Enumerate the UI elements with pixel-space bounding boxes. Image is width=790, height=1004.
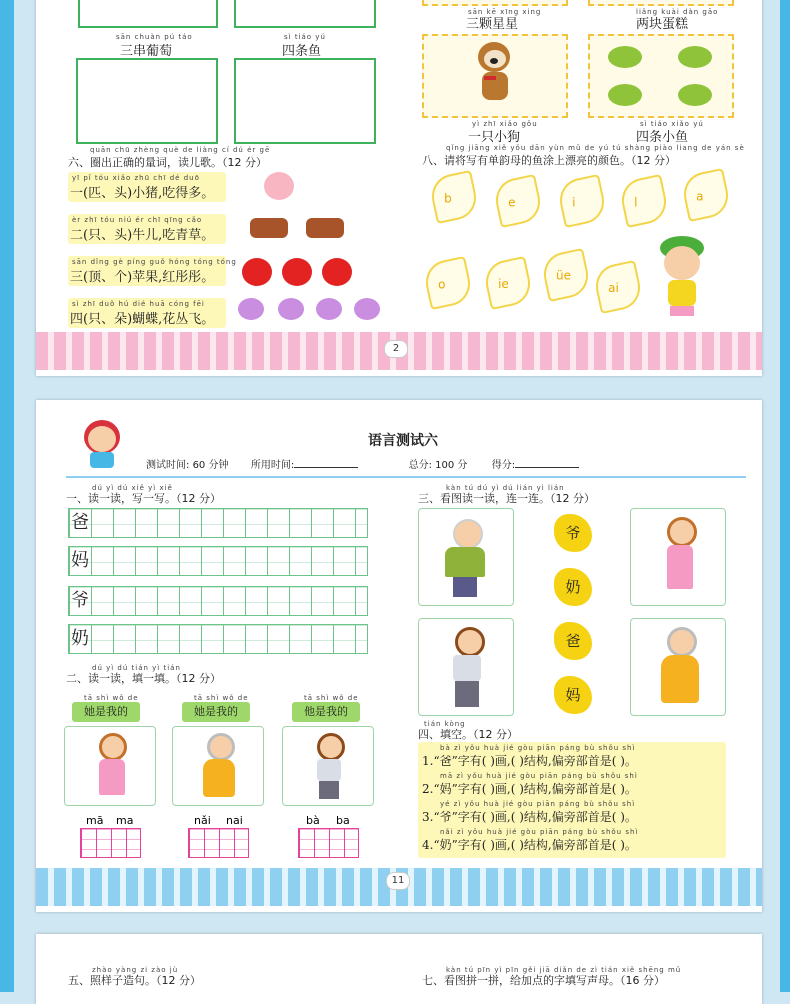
apple-icon	[242, 258, 272, 286]
pinyin: èr zhī tóu niú ér chī qīng cǎo	[72, 216, 203, 224]
drawing-box[interactable]	[76, 58, 218, 144]
score-label: 得分:	[491, 460, 516, 471]
fish-icon	[608, 84, 642, 106]
fish-shape-b[interactable]	[428, 170, 481, 224]
fish-shape-ue[interactable]	[540, 248, 593, 302]
writing-grid[interactable]	[68, 546, 368, 576]
writing-grid[interactable]	[68, 624, 368, 654]
question-8-title: 八、请将写有单韵母的鱼涂上漂亮的颜色。（12 分）	[422, 154, 676, 167]
fish-letter: l	[634, 195, 638, 210]
question-1-title: 一、读一读，写一写。（12 分）	[66, 492, 221, 505]
grandma-icon	[667, 627, 697, 657]
page-number: 2	[384, 340, 408, 358]
verse-line[interactable]: 四(只、朵)蝴蝶,花丛飞。	[70, 312, 215, 327]
verse-line[interactable]: 二(只、头)牛儿,吃青草。	[70, 228, 215, 243]
pinyin: yì zhī xiǎo gǒu	[472, 120, 538, 128]
character-flower-ye[interactable]: 爷	[554, 514, 592, 552]
pinyin: dú yì dú xiě yì xiě	[92, 484, 173, 492]
father-picture-2[interactable]	[418, 618, 514, 716]
grandpa-icon	[453, 519, 483, 549]
pinyin: tā shì wǒ de	[304, 694, 359, 702]
page-number: 11	[386, 872, 410, 890]
fish-letter: üe	[556, 268, 572, 283]
butterfly-icon	[354, 298, 380, 320]
grandpa-picture[interactable]	[418, 508, 514, 606]
drawing-box[interactable]	[78, 0, 218, 28]
phrase-tag: 她是我的	[72, 702, 140, 722]
label-grapes: 三串葡萄	[120, 44, 173, 59]
label-stars: 三颗星星	[466, 17, 519, 32]
pinyin-answer-b: nai	[226, 814, 243, 827]
fish-icon	[608, 46, 642, 68]
label-dog: 一只小狗	[468, 130, 521, 145]
right-border-stripe	[780, 0, 790, 992]
page-11	[36, 400, 762, 912]
phrase-tag: 她是我的	[182, 702, 250, 722]
left-border-stripe	[0, 0, 14, 992]
pinyin: tā shì wǒ de	[84, 694, 139, 702]
mother-icon	[99, 733, 127, 761]
cow-icon	[306, 218, 344, 238]
fill-in-line[interactable]: 2.“妈”字有( )画,( )结构,偏旁部首是( )。	[422, 782, 637, 796]
verse-line[interactable]: 三(顶、个)苹果,红彤彤。	[70, 270, 215, 285]
cow-icon	[250, 218, 288, 238]
question-4-title: 四、填空。（12 分）	[418, 728, 518, 741]
pinyin: qǐng jiāng xiě yǒu dān yùn mǔ de yú tú shàng piào liang de yán sè	[446, 144, 745, 152]
father-icon	[455, 627, 485, 657]
girl-mascot	[78, 418, 130, 470]
pinyin-answer-b: ba	[336, 814, 350, 827]
pinyin: tián kòng	[424, 720, 466, 728]
phrase-tag: 他是我的	[292, 702, 360, 722]
used-time-label: 所用时间:	[250, 460, 295, 471]
pinyin: yé zì yǒu huà jié gòu piān páng bù shǒu shì	[440, 800, 636, 808]
fish-shape-o[interactable]	[422, 256, 475, 310]
fish-shape-ai[interactable]	[592, 260, 645, 314]
time-value: 60 分钟	[192, 460, 229, 471]
fish-shape-a[interactable]	[680, 168, 733, 222]
pinyin: sì tiáo yú	[284, 33, 326, 41]
butterfly-icon	[278, 298, 304, 320]
child-illustration	[654, 236, 714, 326]
page-2	[36, 0, 762, 376]
score-field[interactable]	[515, 458, 579, 468]
butterfly-icon	[316, 298, 342, 320]
pinyin-answer-a: bà	[306, 814, 320, 827]
pinyin: bà zì yǒu huà jié gòu piān páng bù shǒu shì	[440, 744, 636, 752]
drawing-box[interactable]	[234, 0, 376, 28]
used-time-field[interactable]	[294, 458, 358, 468]
header-rule	[66, 476, 746, 478]
fish-letter: e	[508, 195, 516, 210]
pinyin: liǎng kuài dàn gāo	[636, 8, 719, 16]
time-label: 测试时间:	[146, 460, 190, 471]
mother-picture	[64, 726, 156, 806]
dog-picture-frame	[422, 34, 568, 118]
fish-letter: i	[572, 195, 576, 210]
pinyin: dú yì dú tián yì tián	[92, 664, 181, 672]
character-flower-ba[interactable]: 爸	[554, 622, 592, 660]
label-fish: 四条鱼	[282, 44, 322, 59]
pinyin-answer-a: nǎi	[194, 814, 211, 827]
fish-shape-ie[interactable]	[482, 256, 535, 310]
fish-letter: ai	[608, 280, 619, 295]
question-7-title: 七、看图拼一拼，给加点的字填写声母。（16 分）	[422, 974, 665, 987]
grandma-picture	[172, 726, 264, 806]
apple-icon	[322, 258, 352, 286]
fish-letter: o	[438, 277, 446, 292]
pinyin: zhào yàng zi zào jù	[92, 966, 179, 974]
pinyin: mā zì yǒu huà jié gòu piān páng bù shǒu shì	[440, 772, 638, 780]
pinyin: nǎi zì yǒu huà jié gòu piān páng bù shǒu shì	[440, 828, 639, 836]
father-picture	[282, 726, 374, 806]
label-cakes: 两块蛋糕	[636, 17, 689, 32]
dog-icon	[470, 42, 520, 108]
total-label: 总分:	[408, 460, 432, 471]
drawing-box[interactable]	[234, 58, 376, 144]
pinyin: kàn tú pīn yì pīn gěi jiā diǎn de zì tián xiě shēng mǔ	[446, 966, 682, 974]
pinyin-writing-grid[interactable]	[188, 828, 249, 858]
fish-letter: a	[696, 189, 704, 204]
model-char: 爷	[71, 590, 89, 611]
pinyin: sì zhī duǒ hú dié huā cóng fēi	[72, 300, 205, 308]
question-3-title: 三、看图读一读，连一连。（12 分）	[418, 492, 595, 505]
fish-shape-e[interactable]	[492, 174, 545, 228]
pinyin-writing-grid[interactable]	[298, 828, 359, 858]
fish-icon	[678, 46, 712, 68]
fill-in-line[interactable]: 1.“爸”字有( )画,( )结构,偏旁部首是( )。	[422, 754, 637, 768]
question-5-title: 五、照样子造句。（12 分）	[68, 974, 201, 987]
total-value: 100 分	[435, 460, 468, 471]
pig-icon	[264, 172, 294, 200]
grandma-icon	[207, 733, 235, 761]
page-12	[36, 934, 762, 1004]
writing-grid[interactable]	[68, 586, 368, 616]
pinyin-answer-b: ma	[116, 814, 134, 827]
question-6-title: 六、圈出正确的量词，读儿歌。（12 分）	[68, 156, 267, 169]
model-char: 爸	[71, 512, 89, 533]
fill-in-line[interactable]: 4.“奶”字有( )画,( )结构,偏旁部首是( )。	[422, 838, 637, 852]
pinyin: kàn tú dú yì dú lián yì lián	[446, 484, 565, 492]
pinyin: tā shì wǒ de	[194, 694, 249, 702]
pinyin: sān chuàn pú táo	[116, 33, 193, 41]
pinyin-answer-a: mā	[86, 814, 104, 827]
test-info-bar	[146, 456, 579, 471]
butterfly-icon	[238, 298, 264, 320]
model-char: 奶	[71, 628, 89, 649]
fish-picture-frame	[588, 34, 734, 118]
pinyin: quān chū zhèng què de liàng cí dú ér gē	[90, 146, 271, 154]
pinyin: sān kē xīng xing	[468, 8, 542, 16]
model-char: 妈	[71, 550, 89, 571]
fish-shape-i[interactable]	[556, 174, 609, 228]
mother-icon	[667, 517, 697, 547]
picture-frame	[422, 0, 568, 6]
apple-icon	[282, 258, 312, 286]
fish-shape-l[interactable]	[618, 174, 671, 228]
label-little-fish: 四条小鱼	[636, 130, 689, 145]
fish-icon	[678, 84, 712, 106]
picture-frame	[588, 0, 734, 6]
fill-in-line[interactable]: 3.“爷”字有( )画,( )结构,偏旁部首是( )。	[422, 810, 637, 824]
writing-grid[interactable]	[68, 508, 368, 538]
grandma-picture-2[interactable]	[630, 618, 726, 716]
character-flower-nai[interactable]: 奶	[554, 568, 592, 606]
pinyin: sì tiáo xiǎo yú	[640, 120, 704, 128]
pinyin: yī pǐ tóu xiǎo zhū chī dé duō	[72, 174, 200, 182]
question-2-title: 二、读一读，填一填。（12 分）	[66, 672, 221, 685]
character-flower-ma[interactable]: 妈	[554, 676, 592, 714]
fish-letter: ie	[498, 276, 509, 291]
fish-letter: b	[444, 191, 452, 206]
pinyin: sān dǐng gè píng guǒ hóng tóng tóng	[72, 258, 237, 266]
father-icon	[317, 733, 345, 761]
mother-picture-2[interactable]	[630, 508, 726, 606]
verse-line[interactable]: 一(匹、头)小猪,吃得多。	[70, 186, 215, 201]
pinyin-writing-grid[interactable]	[80, 828, 141, 858]
test-title: 语言测试六	[368, 433, 438, 449]
